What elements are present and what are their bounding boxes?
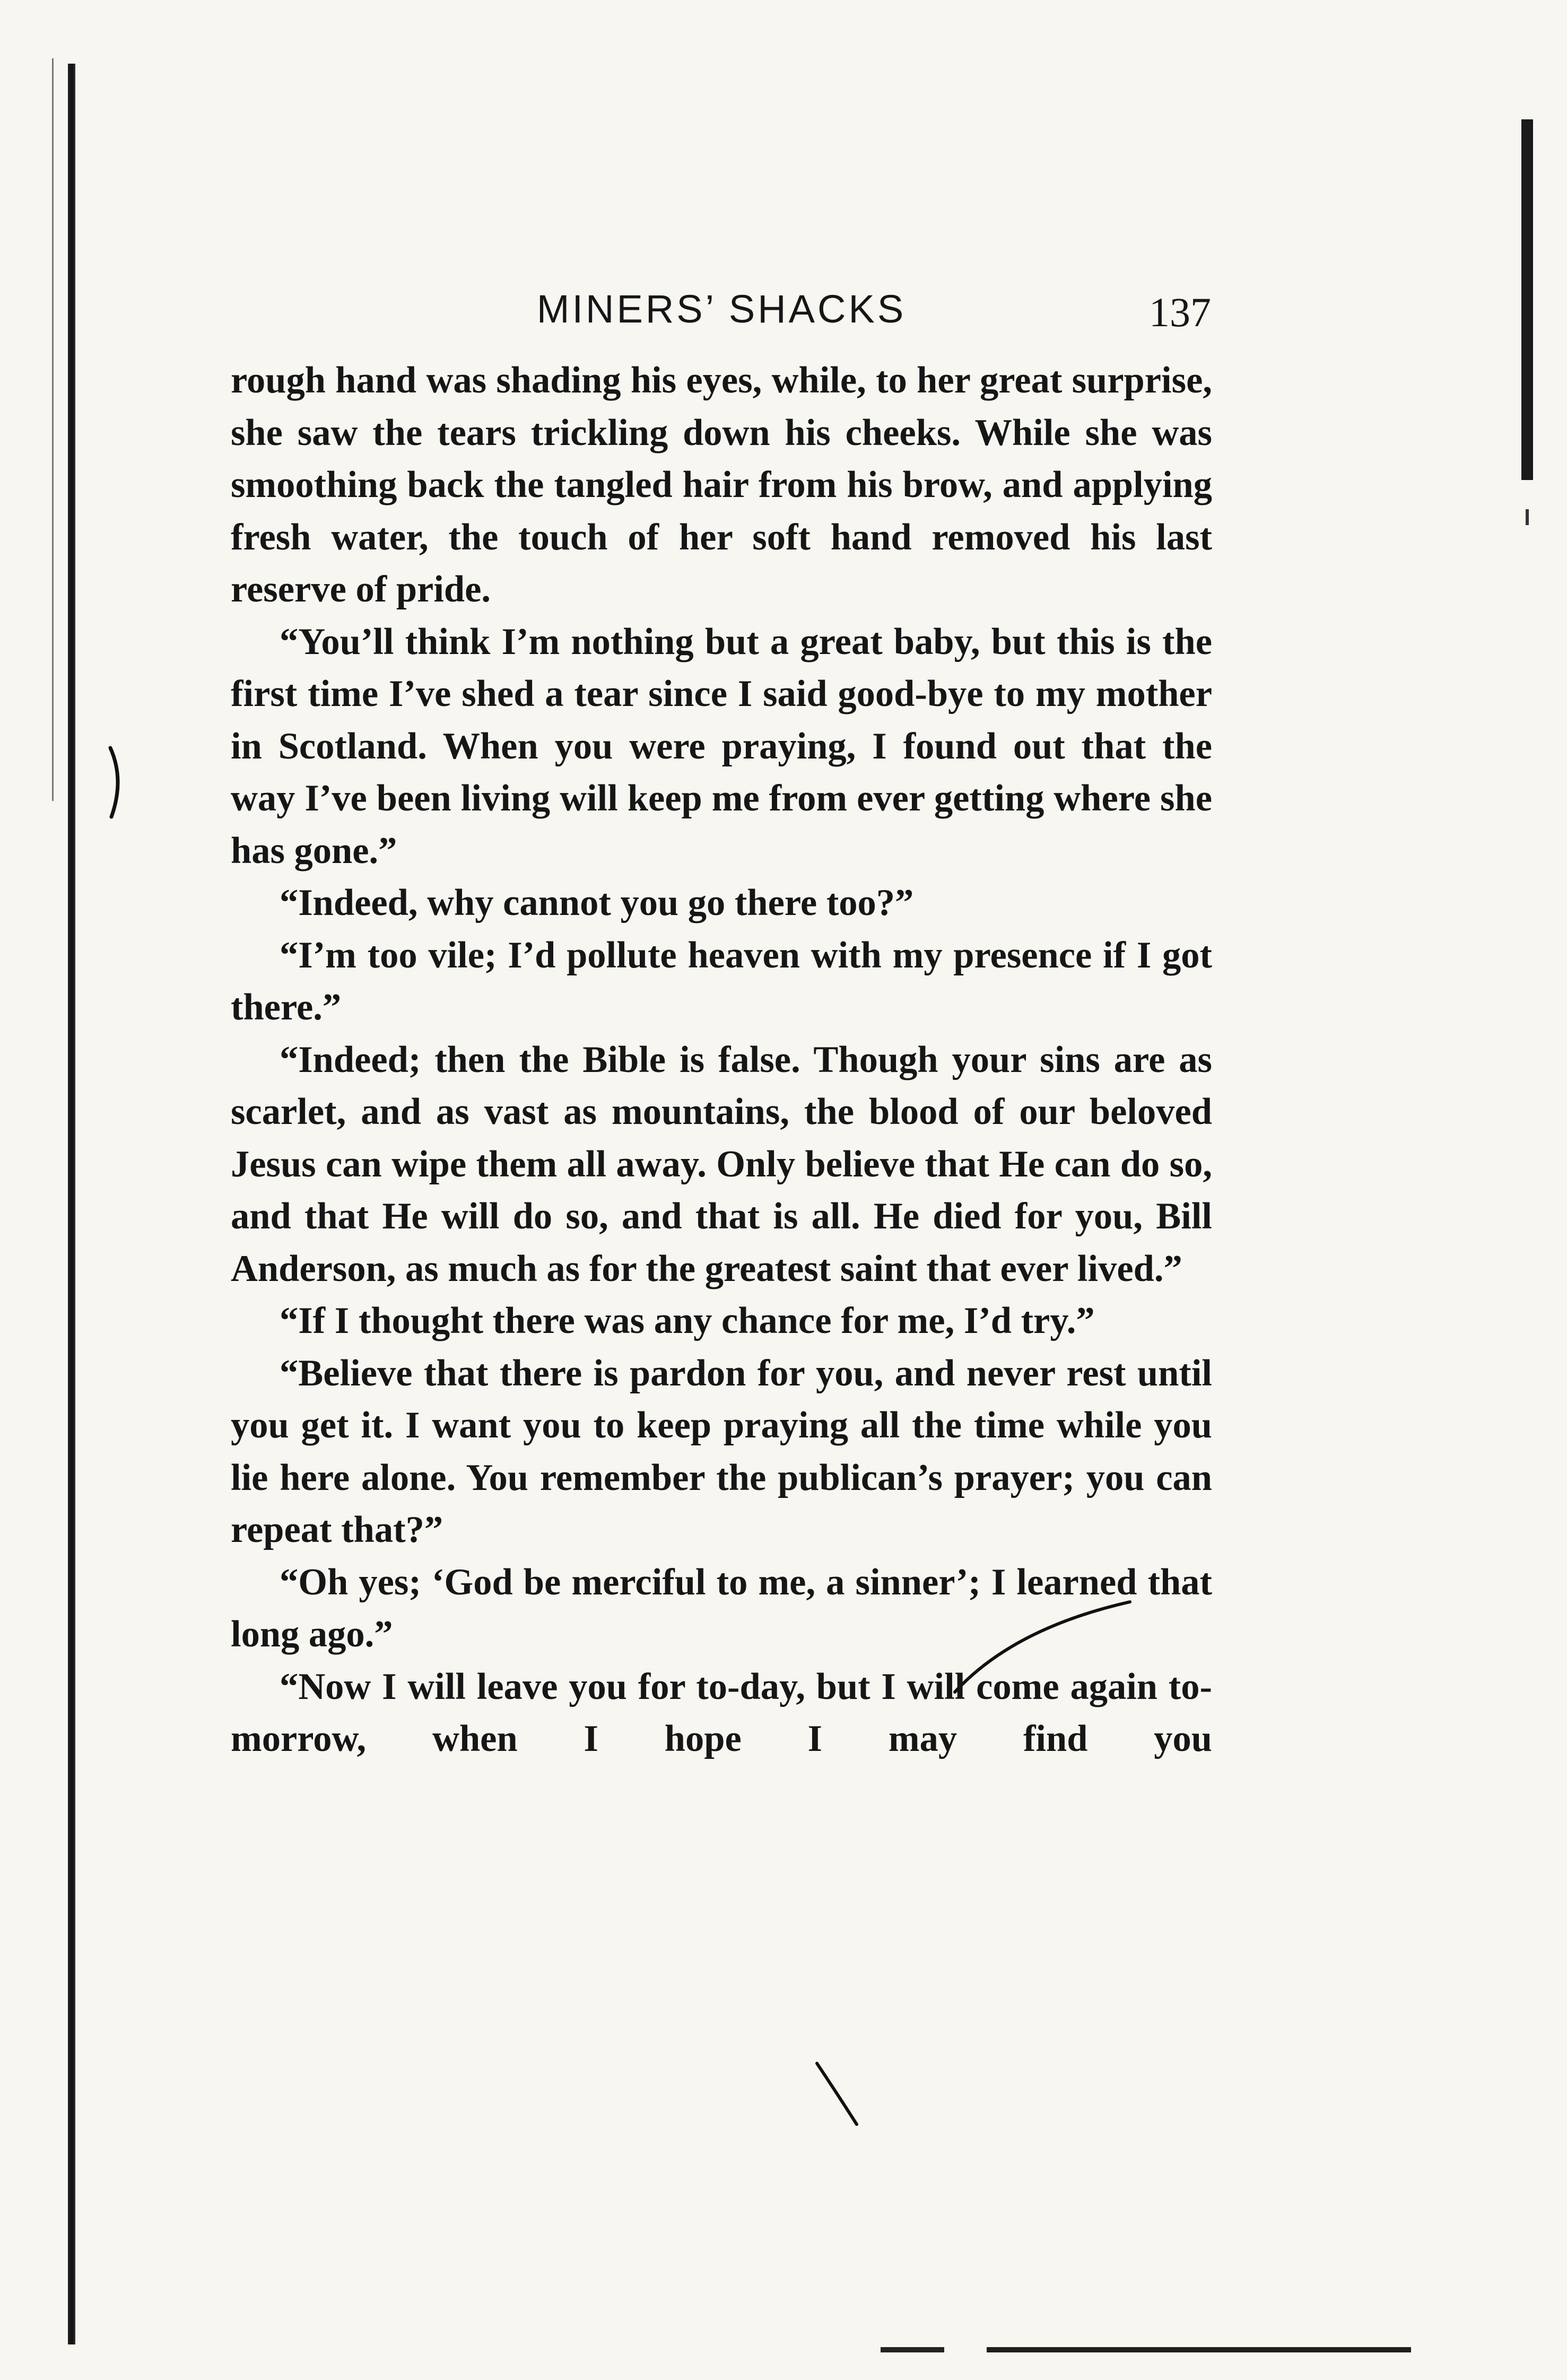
scan-bottom-edge	[987, 2347, 1411, 2352]
scan-bottom-mark	[881, 2347, 944, 2352]
running-head	[231, 286, 1212, 339]
paragraph: rough hand was shading his eyes, while, to her great surprise, she saw the tears trickling down his cheeks. While she was smoothing back the tangled hair from his brow, and applying fresh water, the touch of her soft hand removed his last reserve of pride.	[231, 360, 1212, 610]
page-number: 137	[1149, 289, 1211, 335]
paragraph: “I’m too vile; I’d pollute heaven with my presence if I got there.”	[231, 934, 1212, 1028]
paragraph: “Now I will leave you for to-day, but I will come again to-morrow, when I hope I may find you	[231, 1666, 1212, 1759]
book-page	[231, 286, 1212, 1765]
body-text	[231, 354, 1212, 1765]
paragraph: “Believe that there is pardon for you, and never rest until you get it. I want you to keep praying all the time while you lie here alone. You remember the publican’s prayer; you can repeat that?”	[231, 1352, 1212, 1550]
paragraph: “Oh yes; ‘God be merciful to me, a sinner’; I learned that long ago.”	[231, 1561, 1212, 1655]
scan-left-line	[52, 58, 54, 801]
paragraph: “You’ll think I’m nothing but a great baby, but this is the first time I’ve shed a tear since I said good-bye to my mother in Scotland. When you were praying, I found out that the way I’ve been living will keep me from ever getting where she has gone.”	[231, 621, 1212, 871]
paragraph: “If I thought there was any chance for me, I’d try.”	[280, 1300, 1095, 1341]
scan-right-edge	[1521, 119, 1533, 480]
margin-bracket-mark	[101, 743, 133, 822]
running-title: MINERS’ SHACKS	[536, 287, 907, 331]
paragraph: “Indeed; then the Bible is false. Though your sins are as scarlet, and as vast as mountains, the blood of our beloved Jesus can wipe them all away. Only believe that He can do so, and that He will do so, and that is all. He died for you, Bill Anderson, as much as for the greatest saint that ever lived.”	[231, 1039, 1212, 1289]
paragraph: “Indeed, why cannot you go there too?”	[280, 882, 914, 923]
pen-stroke-bottom-mark	[812, 2058, 865, 2132]
scan-left-edge	[68, 64, 75, 2344]
scan-right-mark	[1526, 509, 1529, 525]
